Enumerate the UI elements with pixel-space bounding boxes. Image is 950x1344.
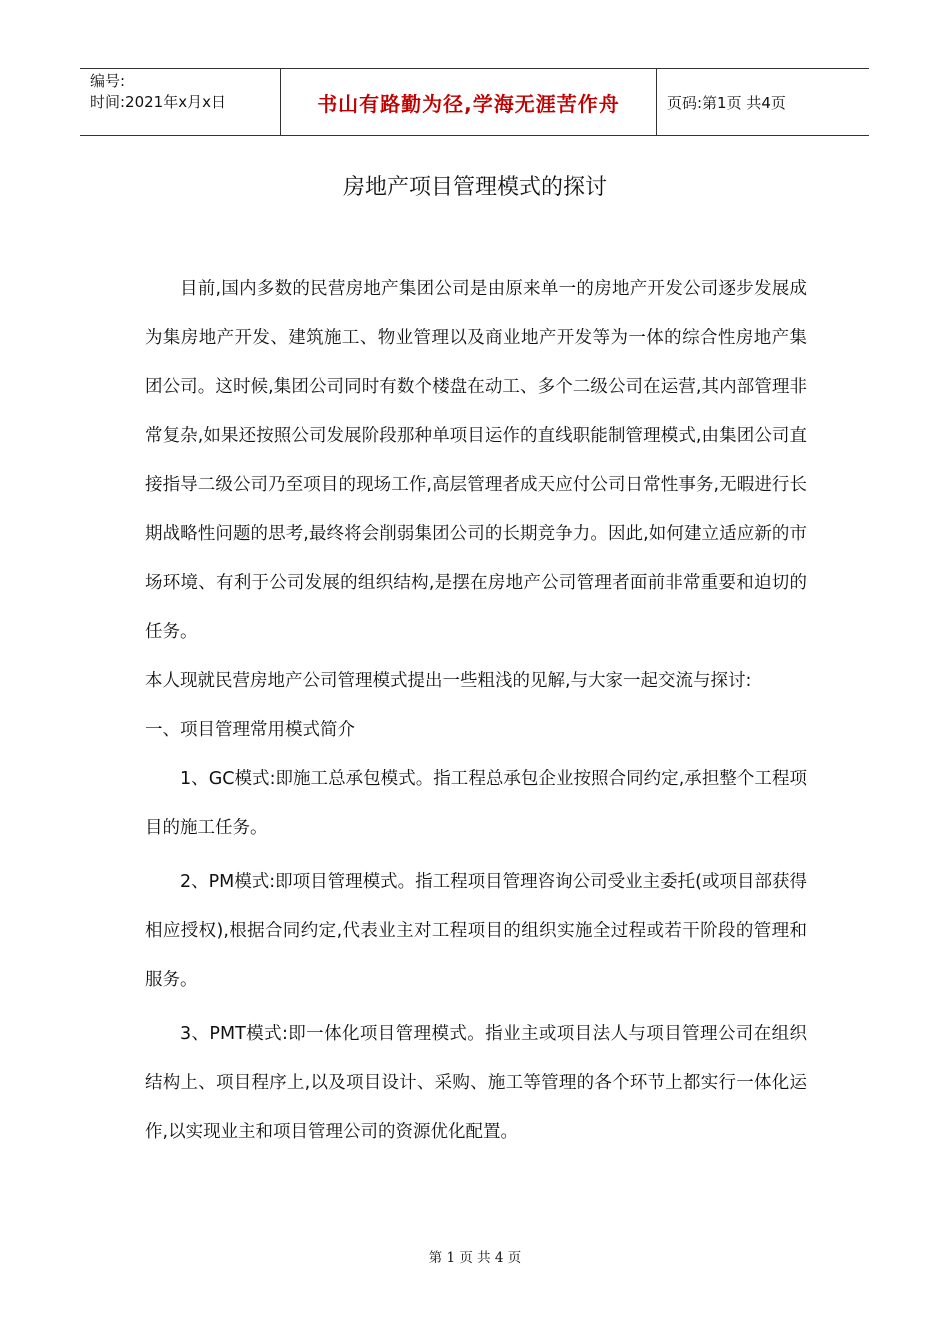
body-paragraph: 本人现就民营房地产公司管理模式提出一些粗浅的见解,与大家一起交流与探讨:: [145, 671, 752, 691]
list-item: 2、PM模式:即项目管理模式。指工程项目管理咨询公司受业主委托(或项目部获得相应授权),根据合同约定,代表业主对工程项目的组织实施全过程或若干阶段的管理和服务。: [145, 872, 808, 990]
list-item: 3、PMT模式:即一体化项目管理模式。指业主或项目法人与项目管理公司在组织结构上、项目程序上,以及项目设计、采购、施工等管理的各个环节上都实行一体化运作,以实现业主和项目管理公司的资源优化配置。: [145, 1024, 807, 1142]
header-motto: 书山有路勤为径,学海无涯苦作舟: [280, 69, 657, 135]
header-meta: [80, 69, 280, 135]
document-number-label: 编号:: [90, 72, 126, 90]
header-page-info: 页码:第1页 共4页: [667, 93, 786, 112]
document-body: [145, 265, 807, 1157]
document-time-label: 时间:2021年x月x日: [90, 93, 226, 111]
body-paragraph: 目前,国内多数的民营房地产集团公司是由原来单一的房地产开发公司逐步发展成为集房地产开发、建筑施工、物业管理以及商业地产开发等为一体的综合性房地产集团公司。这时候,集团公司同时有数个楼盘在动工、多个二级公司在运营,其内部管理非常复杂,如果还按照公司发展阶段那种单项目运作的直线职能制管理模式,由集团公司直接指导二级公司乃至项目的现场工作,高层管理者成天应付公司日常性事务,无暇进行长期战略性问题的思考,最终将会削弱集团公司的长期竞争力。因此,如何建立适应新的市场环境、有利于公司发展的组织结构,是摆在房地产公司管理者面前非常重要和迫切的任务。: [145, 279, 807, 642]
list-item: 1、GC模式:即施工总承包模式。指工程总承包企业按照合同约定,承担整个工程项目的施工任务。: [145, 769, 807, 838]
section-heading: 一、项目管理常用模式简介: [145, 720, 355, 740]
page-footer: 第 1 页 共 4 页: [428, 1250, 522, 1266]
page-header: [80, 68, 869, 136]
document-title: 房地产项目管理模式的探讨: [342, 175, 607, 200]
